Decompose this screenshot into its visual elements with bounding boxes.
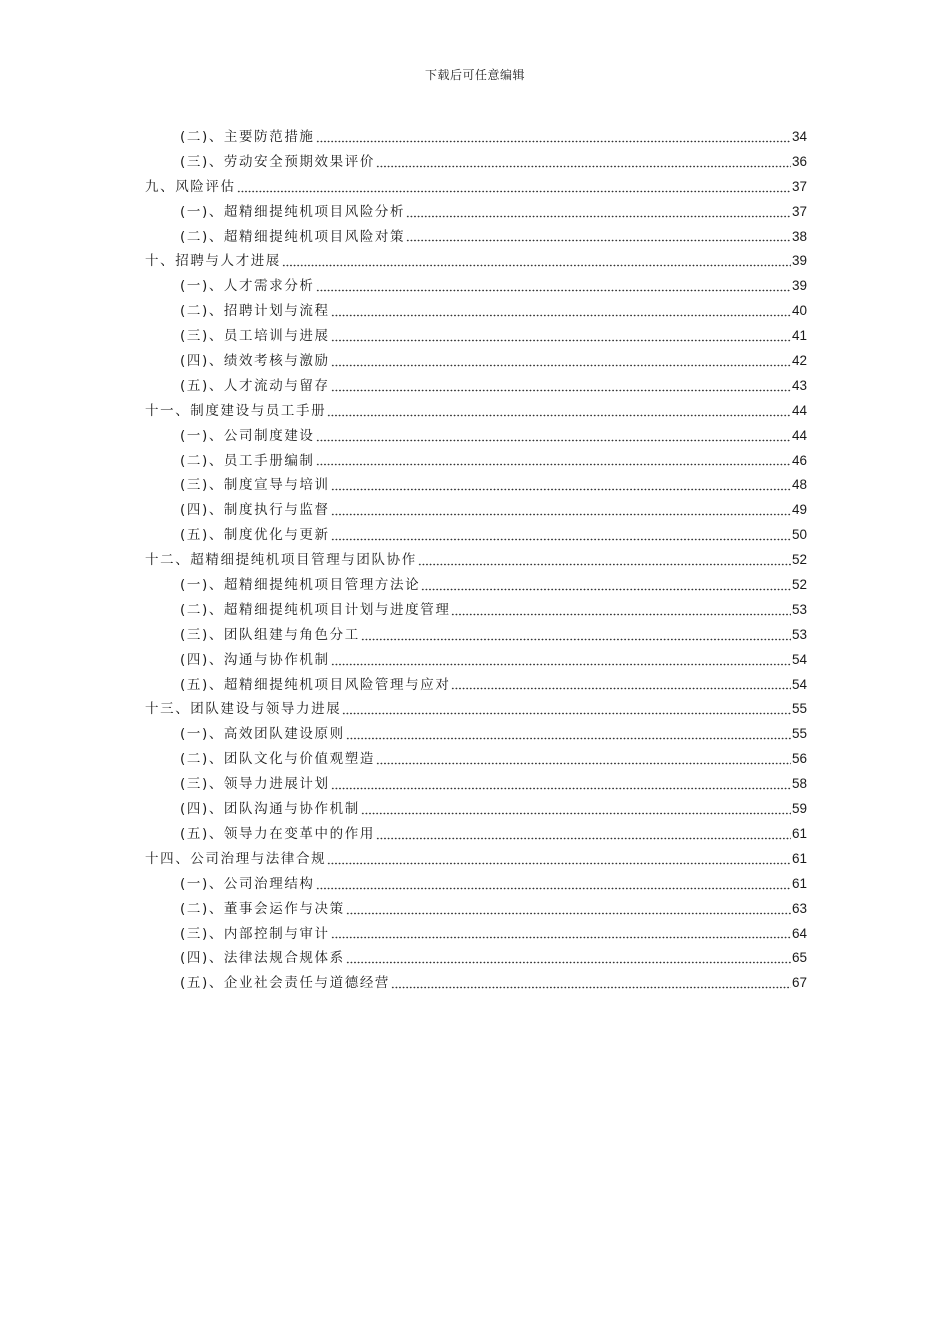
toc-entry-title: (一)、超精细提纯机项目风险分析 <box>180 203 406 220</box>
toc-page-number: 61 <box>791 825 807 841</box>
toc-dot-leader <box>391 979 791 989</box>
toc-page-number: 63 <box>791 900 807 916</box>
toc-page-number: 61 <box>791 850 807 866</box>
toc-dot-leader <box>316 880 791 890</box>
toc-dot-leader <box>376 158 791 168</box>
toc-page-number: 61 <box>791 875 807 891</box>
toc-entry-title: (三)、领导力进展计划 <box>180 776 330 793</box>
toc-page-number: 44 <box>791 427 807 443</box>
toc-section-entry[interactable] <box>145 200 807 225</box>
toc-entry-title: 十、招聘与人才进展 <box>145 253 281 270</box>
toc-dot-leader <box>316 432 791 442</box>
toc-entry-title: (五)、超精细提纯机项目风险管理与应对 <box>180 676 451 693</box>
page-header: 下载后可任意编辑 <box>424 68 525 82</box>
toc-entry-title: (三)、团队组建与角色分工 <box>180 626 360 643</box>
toc-page-number: 53 <box>791 601 807 617</box>
toc-page-number: 49 <box>791 502 807 518</box>
toc-dot-leader <box>342 705 791 715</box>
toc-page-number: 37 <box>791 178 807 194</box>
toc-dot-leader <box>376 830 791 840</box>
toc-section-entry[interactable] <box>145 498 807 523</box>
toc-entry-title: 十一、制度建设与员工手册 <box>145 402 327 419</box>
toc-dot-leader <box>331 780 791 790</box>
toc-entry-title: (一)、高效团队建设原则 <box>180 726 345 743</box>
toc-dot-leader <box>346 730 791 740</box>
toc-page-number: 56 <box>791 751 807 767</box>
toc-dot-leader <box>421 581 791 591</box>
toc-entry-title: (四)、法律法规合规体系 <box>180 950 345 967</box>
toc-dot-leader <box>316 282 791 292</box>
toc-section-entry[interactable] <box>145 971 807 996</box>
toc-section-entry[interactable] <box>145 673 807 698</box>
toc-section-entry[interactable] <box>145 623 807 648</box>
toc-dot-leader <box>316 456 791 466</box>
toc-section-entry[interactable] <box>145 598 807 623</box>
toc-page-number: 58 <box>791 776 807 792</box>
toc-dot-leader <box>346 954 791 964</box>
toc-dot-leader <box>331 332 791 342</box>
toc-page-number: 38 <box>791 228 807 244</box>
toc-entry-title: 九、风险评估 <box>145 178 236 195</box>
toc-entry-title: (二)、团队文化与价值观塑造 <box>180 751 375 768</box>
toc-entry-title: (三)、劳动安全预期效果评价 <box>180 153 375 170</box>
toc-section-entry[interactable] <box>145 573 807 598</box>
toc-page-number: 34 <box>791 129 807 144</box>
toc-page-number: 39 <box>791 253 807 269</box>
toc-dot-leader <box>406 232 791 242</box>
toc-section-entry[interactable] <box>145 150 807 175</box>
toc-page-number: 39 <box>791 278 807 294</box>
toc-dot-leader <box>331 307 791 317</box>
toc-page-number: 48 <box>791 477 807 493</box>
toc-entry-title: (三)、员工培训与进展 <box>180 328 330 345</box>
toc-entry-title: 十二、超精细提纯机项目管理与团队协作 <box>145 552 417 569</box>
toc-entry-title: (五)、人才流动与留存 <box>180 377 330 394</box>
toc-section-entry[interactable] <box>145 772 807 797</box>
toc-section-entry[interactable] <box>145 473 807 498</box>
toc-entry-title: (四)、绩效考核与激励 <box>180 353 330 370</box>
toc-entry-title: (一)、超精细提纯机项目管理方法论 <box>180 577 421 594</box>
toc-page-number: 50 <box>791 527 807 543</box>
toc-dot-leader <box>331 382 791 392</box>
toc-section-entry[interactable] <box>145 922 807 947</box>
toc-dot-leader <box>331 929 791 939</box>
toc-page-number: 67 <box>791 975 807 991</box>
toc-section-entry[interactable] <box>145 349 807 374</box>
toc-entry-title: (二)、超精细提纯机项目计划与进度管理 <box>180 601 451 618</box>
toc-page-number: 36 <box>791 153 807 169</box>
toc-entry-title: (一)、人才需求分析 <box>180 278 315 295</box>
toc-dot-leader <box>376 755 791 765</box>
toc-dot-leader <box>331 481 791 491</box>
toc-dot-leader <box>331 357 791 367</box>
toc-entry-title: (一)、公司制度建设 <box>180 427 315 444</box>
toc-entry-title: (三)、内部控制与审计 <box>180 925 330 942</box>
toc-dot-leader <box>237 183 791 193</box>
toc-entry-title: (二)、董事会运作与决策 <box>180 900 345 917</box>
toc-section-entry[interactable] <box>145 822 807 847</box>
toc-entry-title: (四)、团队沟通与协作机制 <box>180 801 360 818</box>
toc-dot-leader <box>282 257 791 267</box>
toc-chapter-entry[interactable] <box>145 847 807 872</box>
toc-entry-title: (五)、领导力在变革中的作用 <box>180 825 375 842</box>
toc-entry-title: 十四、公司治理与法律合规 <box>145 850 327 867</box>
toc-entry-title: (二)、超精细提纯机项目风险对策 <box>180 228 406 245</box>
toc-page-number: 55 <box>791 726 807 742</box>
toc-page-number: 54 <box>791 676 807 692</box>
toc-chapter-entry[interactable] <box>145 697 807 722</box>
toc-dot-leader <box>331 506 791 516</box>
toc-entry-title: (四)、制度执行与监督 <box>180 502 330 519</box>
toc-page-number: 55 <box>791 701 807 717</box>
toc-page-number: 46 <box>791 452 807 468</box>
toc-section-entry[interactable] <box>145 274 807 299</box>
toc-chapter-entry[interactable] <box>145 548 807 573</box>
toc-section-entry[interactable] <box>145 897 807 922</box>
toc-dot-leader <box>451 606 791 616</box>
toc-page-number: 52 <box>791 577 807 593</box>
toc-dot-leader <box>346 905 791 915</box>
toc-dot-leader <box>327 407 791 417</box>
toc-page-number: 53 <box>791 626 807 642</box>
toc-entry-title: 十三、团队建设与领导力进展 <box>145 701 342 718</box>
toc-dot-leader <box>418 556 791 566</box>
toc-entry-title: (二)、员工手册编制 <box>180 452 315 469</box>
toc-entry-title: (四)、沟通与协作机制 <box>180 651 330 668</box>
table-of-contents <box>145 125 807 996</box>
toc-section-entry[interactable] <box>145 648 807 673</box>
toc-dot-leader <box>361 805 791 815</box>
toc-dot-leader <box>406 208 791 218</box>
toc-section-entry[interactable] <box>145 449 807 474</box>
toc-section-entry[interactable] <box>145 872 807 897</box>
toc-section-entry[interactable] <box>145 722 807 747</box>
toc-page-number: 52 <box>791 552 807 568</box>
toc-dot-leader <box>331 531 791 541</box>
toc-section-entry[interactable] <box>145 747 807 772</box>
toc-page-number: 64 <box>791 925 807 941</box>
toc-entry-title: (五)、企业社会责任与道德经营 <box>180 975 391 992</box>
toc-page-number: 40 <box>791 303 807 319</box>
toc-dot-leader <box>327 855 791 865</box>
toc-chapter-entry[interactable] <box>145 175 807 200</box>
toc-page-number: 59 <box>791 801 807 817</box>
toc-entry-title: (二)、主要防范措施 <box>180 129 315 145</box>
toc-page-number: 65 <box>791 950 807 966</box>
toc-section-entry[interactable] <box>145 125 807 150</box>
toc-section-entry[interactable] <box>145 523 807 548</box>
toc-page-number: 37 <box>791 203 807 219</box>
toc-section-entry[interactable] <box>145 797 807 822</box>
toc-page-number: 43 <box>791 377 807 393</box>
toc-page-number: 44 <box>791 402 807 418</box>
toc-section-entry[interactable] <box>145 225 807 250</box>
toc-entry-title: (一)、公司治理结构 <box>180 875 315 892</box>
toc-page-number: 54 <box>791 651 807 667</box>
toc-dot-leader <box>361 631 791 641</box>
toc-dot-leader <box>451 680 791 690</box>
toc-chapter-entry[interactable] <box>145 249 807 274</box>
toc-dot-leader <box>331 656 791 666</box>
toc-section-entry[interactable] <box>145 324 807 349</box>
toc-entry-title: (五)、制度优化与更新 <box>180 527 330 544</box>
toc-section-entry[interactable] <box>145 299 807 324</box>
toc-section-entry[interactable] <box>145 424 807 449</box>
toc-entry-title: (二)、招聘计划与流程 <box>180 303 330 320</box>
toc-chapter-entry[interactable] <box>145 399 807 424</box>
toc-entry-title: (三)、制度宣导与培训 <box>180 477 330 494</box>
toc-page-number: 41 <box>791 328 807 344</box>
toc-dot-leader <box>316 133 791 143</box>
toc-section-entry[interactable] <box>145 946 807 971</box>
toc-page-number: 42 <box>791 353 807 369</box>
toc-section-entry[interactable] <box>145 374 807 399</box>
